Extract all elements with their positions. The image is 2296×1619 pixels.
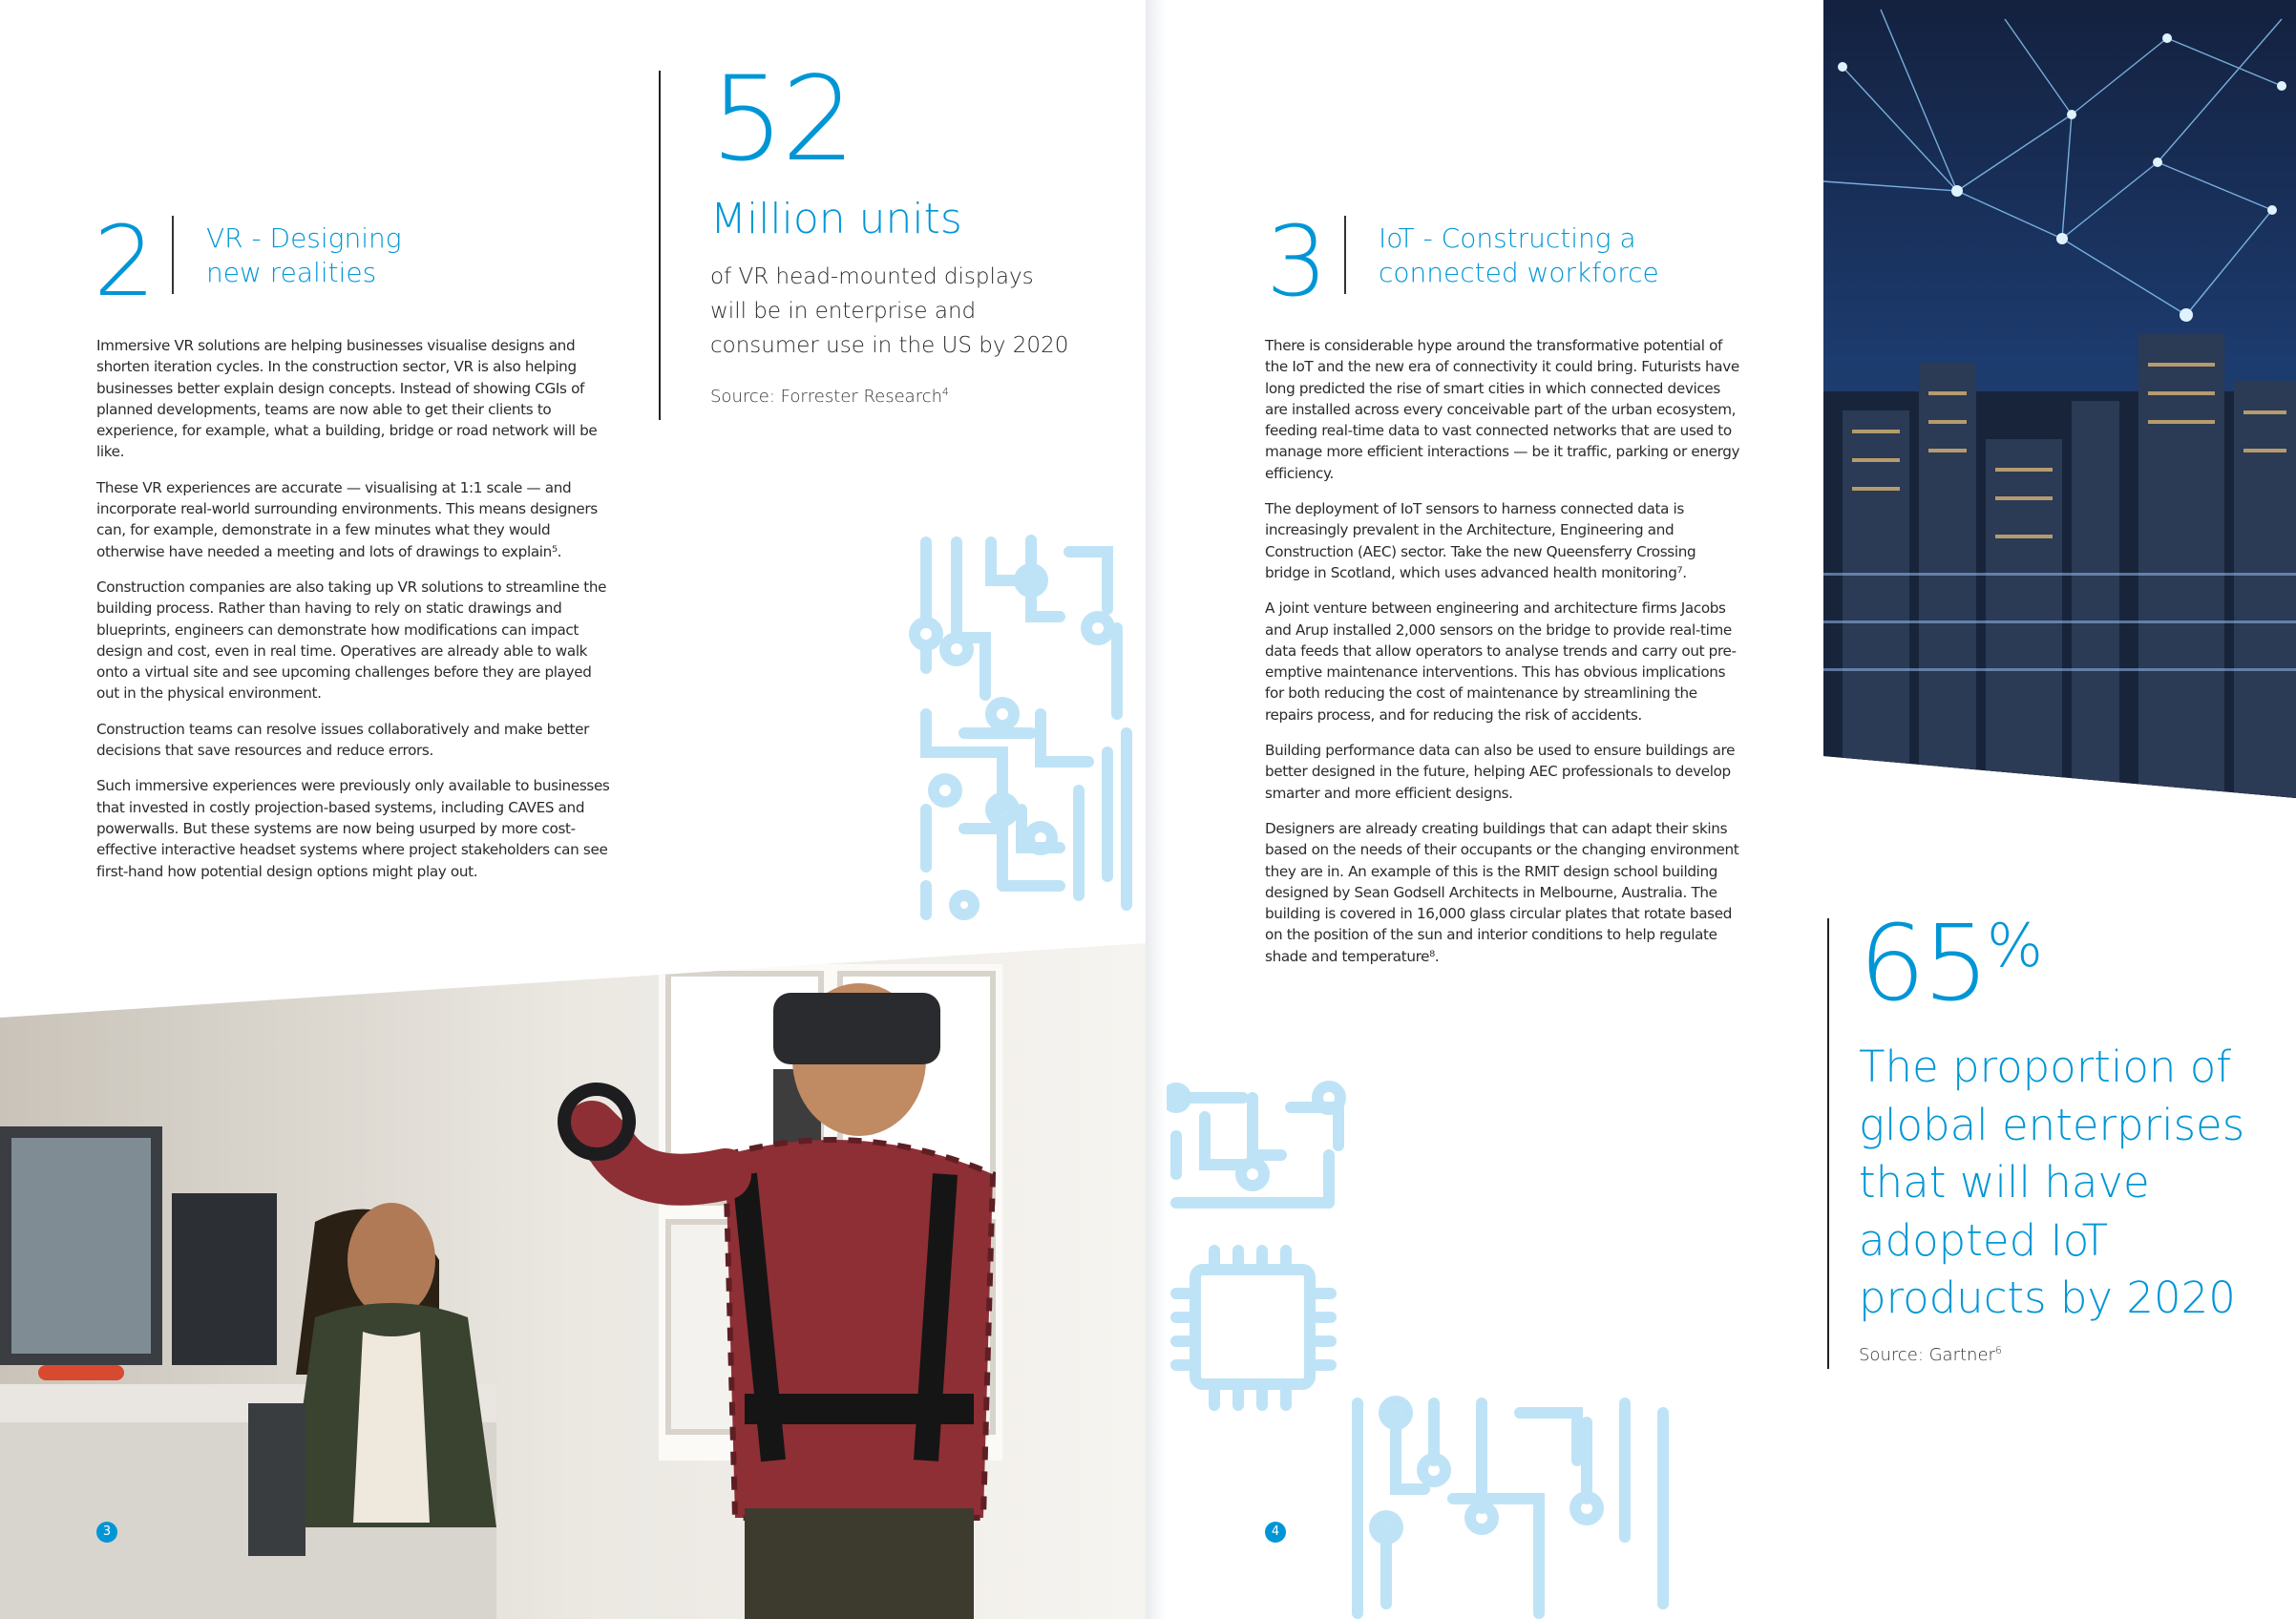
paragraph: A joint venture between engineering and architecture firms Jacobs and Arup installed 2,000 sensors on the bridge to provide real-time data feeds that allow operators to analyse trends and carry out pre-emptive maintenance interventions. This has obvious implications for both reducing the cost of maintenance by streamlining the repairs process, and for reducing the risk of accidents. [1265,599,1737,724]
stat-headline-line: The proportion of [1859,1041,2232,1092]
paragraph: These VR experiences are accurate — visualising at 1:1 scale — and incorporate real-world surrounding environments. This means designers can, for example, demonstrate in a few minutes what they would otherwise have needed a meeting and lots of drawings to explain⁵. [96,478,598,560]
stat-headline: Million units [710,195,962,243]
stat-number: 52 [710,52,853,187]
stat-description-line: will be in enterprise and [710,299,977,324]
source-footnote-ref: 4 [942,386,950,398]
stat-headline-line: adopted IoT [1859,1214,2109,1266]
stat-divider [1827,918,1829,1369]
source-footnote-ref: 6 [1994,1344,2002,1356]
stat-number-value: 65 [1859,902,1987,1024]
paragraph: Designers are already creating buildings that can adapt their skins based on the needs of their occupants or the changing environment they are in. An example of this is the RMIT design school building designed by Sean Godsell Architects in Melbourne, Australia. The building is covered in 16,000 glass circular plates that rotate based on the position of the sun and interior conditions to help regulate shade and temperature⁸. [1265,819,1739,965]
stat-number-unit: % [1986,911,2040,980]
section-number: 2 [94,205,154,319]
source-text: Source: Gartner [1859,1345,1995,1365]
stat-headline-line: global enterprises [1859,1099,2245,1150]
paragraph: Such immersive experiences were previously only available to businesses that invested in costly projection-based systems, including CAVES and powerwalls. But these systems are now being usurped by more cost-effective interactive headset systems where project stakeholders can see first-hand how potential design options might play out. [96,777,610,880]
source-text: Source: Forrester Research [710,387,943,407]
body-copy [1265,335,1742,981]
stat-headline-line: that will have [1859,1157,2150,1208]
smart-city-network-photo [1823,0,2296,802]
right-page [1167,0,2296,1619]
paragraph: Building performance data can also be used to ensure buildings are better designed in the future, helping AEC professionals to develop smarter and more efficient designs. [1265,742,1736,802]
page-number: 3 [96,1522,117,1543]
section-title-line: VR - Designing [206,222,402,254]
page-number: 4 [1265,1522,1286,1543]
stat-headline [1859,1039,2244,1328]
paragraph: Construction companies are also taking up VR solutions to streamline the building process. Rather than having to rely on static drawings and blueprints, engineers can demonstrate how modifications can impact design and cost, even in real time. Operatives are already able to walk onto a virtual site and see upcoming challenges before they are played out in the physical environment. [96,578,607,703]
stat-source [1859,1344,2002,1365]
paragraph: Construction teams can resolve issues collaboratively and make better decisions that save resources and reduce errors. [96,720,590,760]
section-title-line: IoT - Constructing a [1379,222,1636,254]
paragraph: Immersive VR solutions are helping businesses visualise designs and shorten iteration cycles. In the construction sector, VR is also helping businesses better explain design concepts. Instead of showing CGIs of planned developments, teams are now able to get their clients to experience, for example, what a building, bridge or road network will be like. [96,337,598,461]
circuit-chip-pattern-decoration [1167,1079,1701,1619]
stat-description-line: of VR head-mounted displays [710,264,1034,289]
vr-users-photo [0,0,1146,1619]
section-title [1379,221,1659,290]
page-gutter [1146,0,1167,1619]
stat-description-line: consumer use in the US by 2020 [710,333,1069,358]
section-title-line: connected workforce [1379,257,1659,288]
stat-headline-line: products by 2020 [1859,1272,2236,1323]
section-number: 3 [1266,205,1326,319]
paragraph: The deployment of IoT sensors to harness connected data is increasingly prevalent in the Architecture, Engineering and Construction (AEC) sector. Take the new Queensferry Crossing bridge in Scotland, which uses advanced health monitoring⁷. [1265,500,1696,581]
section-title-line: new realities [206,257,377,288]
stat-number [1859,902,2040,1024]
left-page [0,0,1146,1619]
paragraph: There is considerable hype around the transformative potential of the IoT and the new era of connectivity it could bring. Futurists have long predicted the rise of smart cities in which connected devices are installed across every conceivable part of the urban ecosystem, feeding real-time data to vast connected networks that are used to manage more efficient interactions — be it traffic, parking or energy efficiency. [1265,337,1740,482]
section-divider [1344,216,1346,294]
